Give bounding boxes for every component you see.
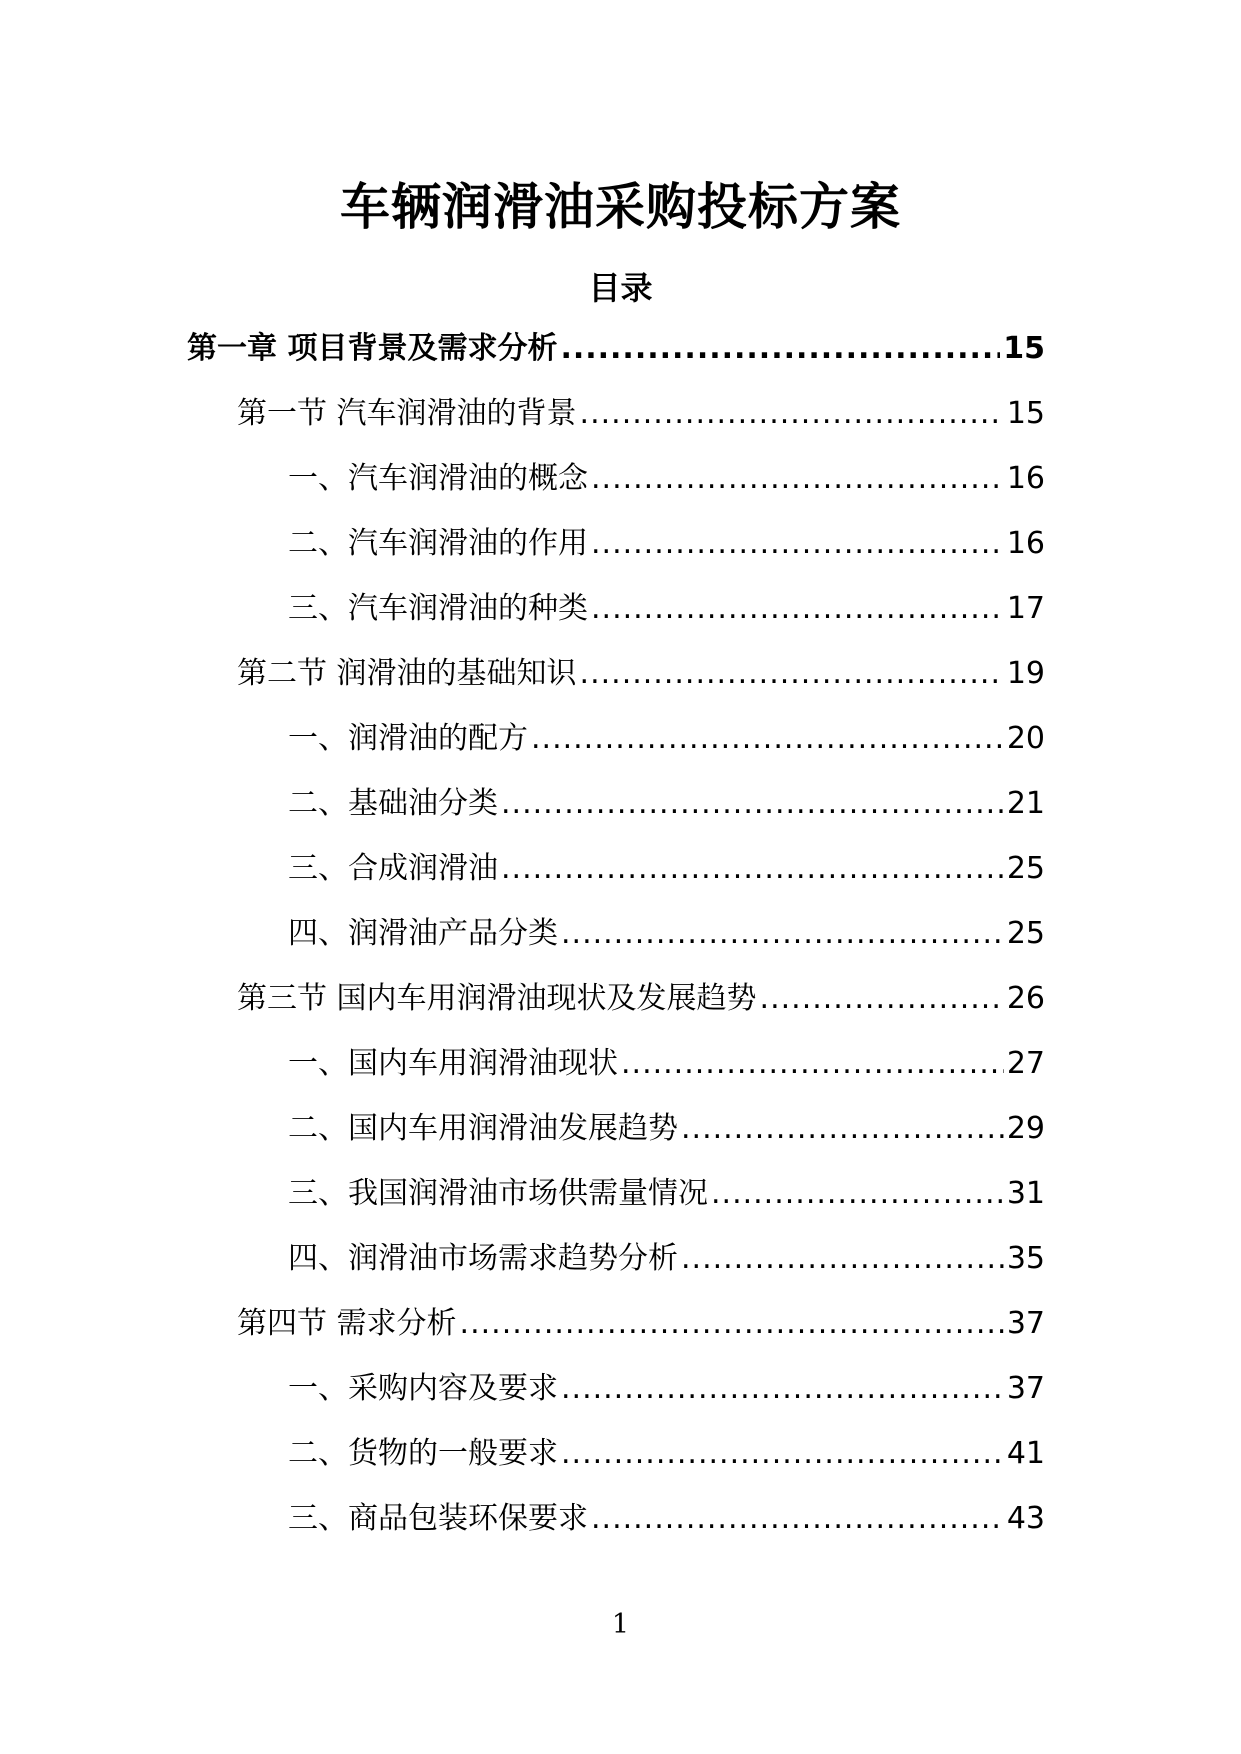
toc-leader-dots [501,781,1004,827]
page-number: 1 [611,1609,630,1640]
toc-leader-dots [621,1041,1004,1087]
toc-entry-page: 15 [1003,331,1045,366]
toc-entry-label: 二、基础油分类 [288,786,498,821]
toc-entry-label: 一、国内车用润滑油现状 [288,1046,618,1081]
toc-entry-page: 20 [1006,721,1045,756]
toc-entry-page: 17 [1006,591,1045,626]
toc-entry-page: 37 [1006,1306,1045,1341]
document-title: 车辆润滑油采购投标方案 [340,178,901,236]
toc-entry-page: 21 [1006,786,1045,821]
toc-entry-label: 第三节 国内车用润滑油现状及发展趋势 [237,981,757,1016]
toc-leader-dots [681,1106,1004,1152]
toc-entry[interactable] [0,976,1241,1041]
toc-entry-page: 35 [1006,1241,1045,1276]
toc-leader-dots [591,586,1004,632]
toc-entry-page: 31 [1006,1176,1045,1211]
toc-entry-page: 15 [1006,396,1045,431]
toc-entry-page: 25 [1006,851,1045,886]
toc-leader-dots [560,326,1000,372]
toc-entry-page: 27 [1006,1046,1045,1081]
toc-entry-label: 三、商品包装环保要求 [288,1501,588,1536]
toc-entry[interactable] [0,716,1241,781]
toc-entry-label: 三、我国润滑油市场供需量情况 [288,1176,708,1211]
toc-leader-dots [531,716,1004,762]
toc-leader-dots [460,1301,1004,1347]
toc-entry[interactable] [0,1041,1241,1106]
toc-leader-dots [561,911,1004,957]
toc-leader-dots [591,1496,1004,1542]
toc-entry-label: 一、润滑油的配方 [288,721,528,756]
toc-entry[interactable] [0,456,1241,521]
toc-entry-label: 第一节 汽车润滑油的背景 [237,396,577,431]
toc-entry-label: 一、汽车润滑油的概念 [288,461,588,496]
toc-entry-label: 三、合成润滑油 [288,851,498,886]
toc-entry[interactable] [0,521,1241,586]
toc-entry[interactable] [0,1431,1241,1496]
toc-entry[interactable] [0,586,1241,651]
toc-entry-page: 29 [1006,1111,1045,1146]
toc-entry[interactable] [0,1301,1241,1366]
toc-entry-page: 25 [1006,916,1045,951]
toc-entry-label: 二、国内车用润滑油发展趋势 [288,1111,678,1146]
toc-entry-page: 16 [1006,461,1045,496]
toc-entry[interactable] [0,781,1241,846]
toc-entry-label: 二、汽车润滑油的作用 [288,526,588,561]
toc-leader-dots [580,391,1004,437]
toc-entry[interactable] [0,1496,1241,1561]
toc-entry[interactable] [0,846,1241,911]
toc-heading: 目录 [588,269,653,307]
toc-entry-page: 41 [1006,1436,1045,1471]
table-of-contents [0,326,1241,1561]
toc-entry[interactable] [0,391,1241,456]
toc-entry[interactable] [0,1236,1241,1301]
toc-entry-label: 一、采购内容及要求 [288,1371,558,1406]
toc-leader-dots [580,651,1004,697]
toc-entry-label: 四、润滑油产品分类 [288,916,558,951]
toc-entry-label: 第二节 润滑油的基础知识 [237,656,577,691]
toc-leader-dots [591,456,1004,502]
toc-leader-dots [501,846,1004,892]
toc-entry[interactable] [0,1171,1241,1236]
toc-entry-label: 第四节 需求分析 [237,1306,457,1341]
toc-entry-page: 26 [1006,981,1045,1016]
toc-entry[interactable] [0,651,1241,716]
toc-entry[interactable] [0,326,1241,391]
toc-entry[interactable] [0,911,1241,976]
toc-leader-dots [591,521,1004,567]
toc-entry-page: 37 [1006,1371,1045,1406]
toc-entry-label: 三、汽车润滑油的种类 [288,591,588,626]
toc-entry-page: 19 [1006,656,1045,691]
toc-leader-dots [561,1366,1004,1412]
toc-entry-page: 43 [1006,1501,1045,1536]
toc-leader-dots [561,1431,1004,1477]
toc-entry-label: 第一章 项目背景及需求分析 [187,331,558,366]
toc-leader-dots [760,976,1004,1022]
toc-entry-label: 二、货物的一般要求 [288,1436,558,1471]
toc-entry[interactable] [0,1106,1241,1171]
toc-entry[interactable] [0,1366,1241,1431]
toc-entry-page: 16 [1006,526,1045,561]
toc-entry-label: 四、润滑油市场需求趋势分析 [288,1241,678,1276]
toc-leader-dots [681,1236,1004,1282]
toc-leader-dots [711,1171,1004,1217]
